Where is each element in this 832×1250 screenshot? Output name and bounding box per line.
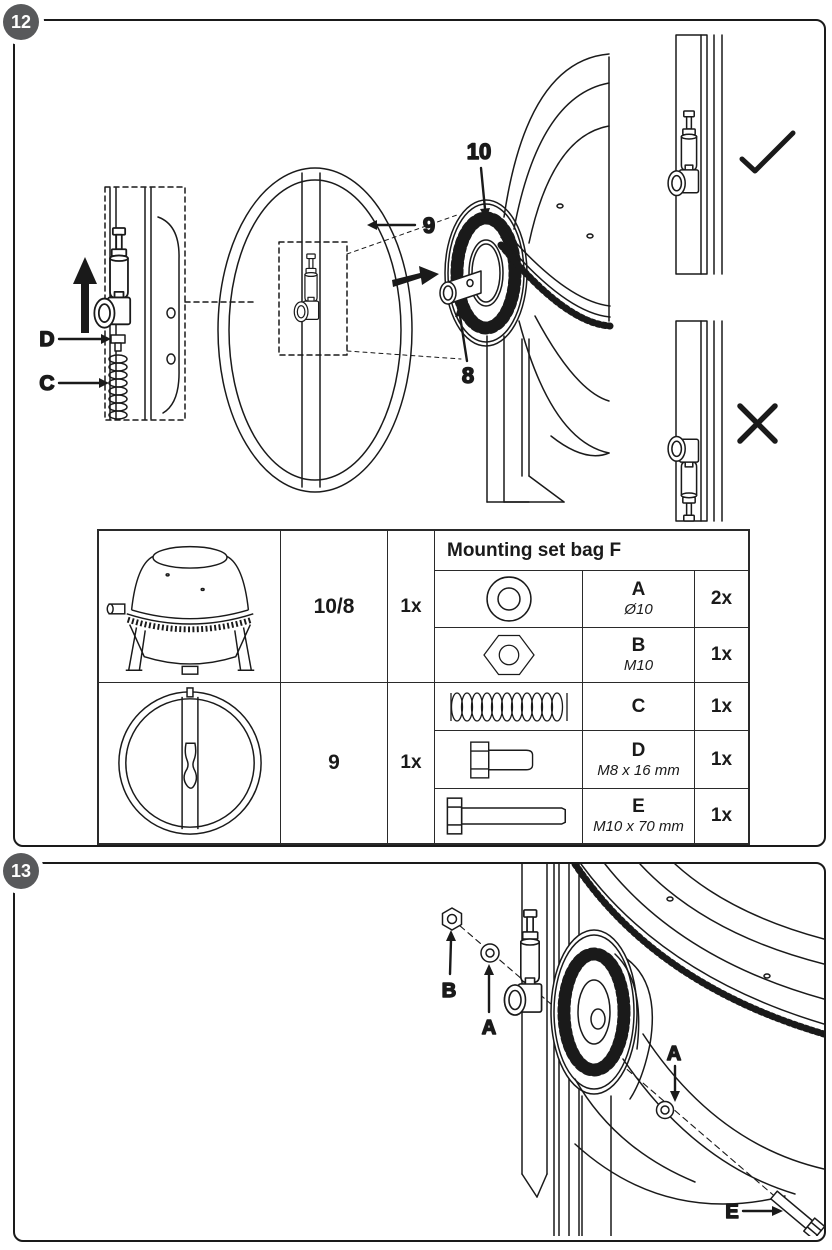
label-nut-b: B xyxy=(441,980,457,1002)
part-b-id: B xyxy=(631,635,646,657)
washer-icon-cell xyxy=(434,570,582,627)
label-hub-10: 10 xyxy=(466,139,492,164)
part-a-qty: 2x xyxy=(694,570,748,627)
washer-icon xyxy=(480,572,538,626)
spring-icon xyxy=(446,686,572,728)
label-washer-a-rear: A xyxy=(666,1043,682,1065)
parts-table xyxy=(97,529,750,845)
step-13-badge: 13 xyxy=(3,853,39,889)
handwheel-image xyxy=(111,684,269,842)
wrong-orientation-detail xyxy=(668,321,775,521)
handwheel-image-cell xyxy=(99,682,280,843)
spring-icon-cell xyxy=(434,682,582,730)
locking-pin-assembly xyxy=(505,910,542,1015)
up-arrow xyxy=(73,257,97,333)
washer-a-front-part xyxy=(481,944,499,962)
label-bolt-d: D xyxy=(39,328,55,351)
part-a-spec: Ø10 xyxy=(624,601,653,619)
correct-orientation-detail xyxy=(668,35,793,274)
hex-bolt-long-icon xyxy=(439,791,579,841)
callout-b-arrow xyxy=(446,930,456,974)
part-b-qty: 1x xyxy=(694,627,748,682)
callout-a-front-arrow xyxy=(484,964,494,1012)
spring-c-part xyxy=(109,355,127,419)
check-icon xyxy=(742,133,793,171)
cross-icon xyxy=(740,406,775,441)
label-shaft-8: 8 xyxy=(461,363,475,388)
callout-c-arrow xyxy=(59,378,109,388)
step-13-panel xyxy=(13,862,826,1242)
part-e-cell xyxy=(582,788,694,843)
part-d-cell xyxy=(582,730,694,788)
part-c-cell xyxy=(582,682,694,730)
mounting-set-title: Mounting set bag F xyxy=(434,531,748,570)
hex-nut-icon xyxy=(472,630,546,680)
drum-assembly-qty: 1x xyxy=(387,531,434,682)
handwheel-qty: 1x xyxy=(387,682,434,843)
part-e-id: E xyxy=(632,796,645,818)
handwheel-label: 9 xyxy=(280,682,387,843)
part-c-id: C xyxy=(631,695,646,717)
drum-assembly-image-cell xyxy=(99,531,280,682)
nut-icon-cell xyxy=(434,627,582,682)
part-d-spec: M8 x 16 mm xyxy=(597,761,680,779)
label-spring-c: C xyxy=(39,372,55,395)
part-b-spec: M10 xyxy=(623,657,654,675)
bolt-short-icon-cell xyxy=(434,730,582,788)
bolt-long-icon-cell xyxy=(434,788,582,843)
label-washer-a-front: A xyxy=(481,1017,497,1039)
part-a-id: A xyxy=(631,579,646,601)
part-b-cell xyxy=(582,627,694,682)
drum-assembly-image xyxy=(105,534,275,680)
stand-leg xyxy=(487,336,564,502)
washer-a-rear-part xyxy=(657,1102,674,1119)
step-12-panel xyxy=(13,19,826,847)
part-a-cell xyxy=(582,570,694,627)
part-d-qty: 1x xyxy=(694,730,748,788)
drum-assembly-label: 10/8 xyxy=(280,531,387,682)
label-bolt-e: E xyxy=(725,1201,739,1223)
step-13-illustration xyxy=(15,864,824,1236)
bolt-d-part xyxy=(111,335,125,351)
step-12-illustration xyxy=(15,21,824,529)
callout-e-arrow xyxy=(743,1206,783,1216)
nut-b-part xyxy=(443,908,462,930)
label-handwheel-9: 9 xyxy=(422,213,436,238)
hub-disc-drawing xyxy=(551,930,652,1099)
handwheel-drawing xyxy=(218,168,461,492)
callout-d-arrow xyxy=(59,334,111,344)
part-e-spec: M10 x 70 mm xyxy=(593,818,684,836)
hub-disc-drawing xyxy=(392,139,527,388)
step-12-badge: 12 xyxy=(3,4,39,40)
insert-arrow xyxy=(392,266,439,287)
part-c-qty: 1x xyxy=(694,682,748,730)
part-d-id: D xyxy=(631,739,646,761)
hex-bolt-short-icon xyxy=(459,734,559,786)
part-e-qty: 1x xyxy=(694,788,748,843)
